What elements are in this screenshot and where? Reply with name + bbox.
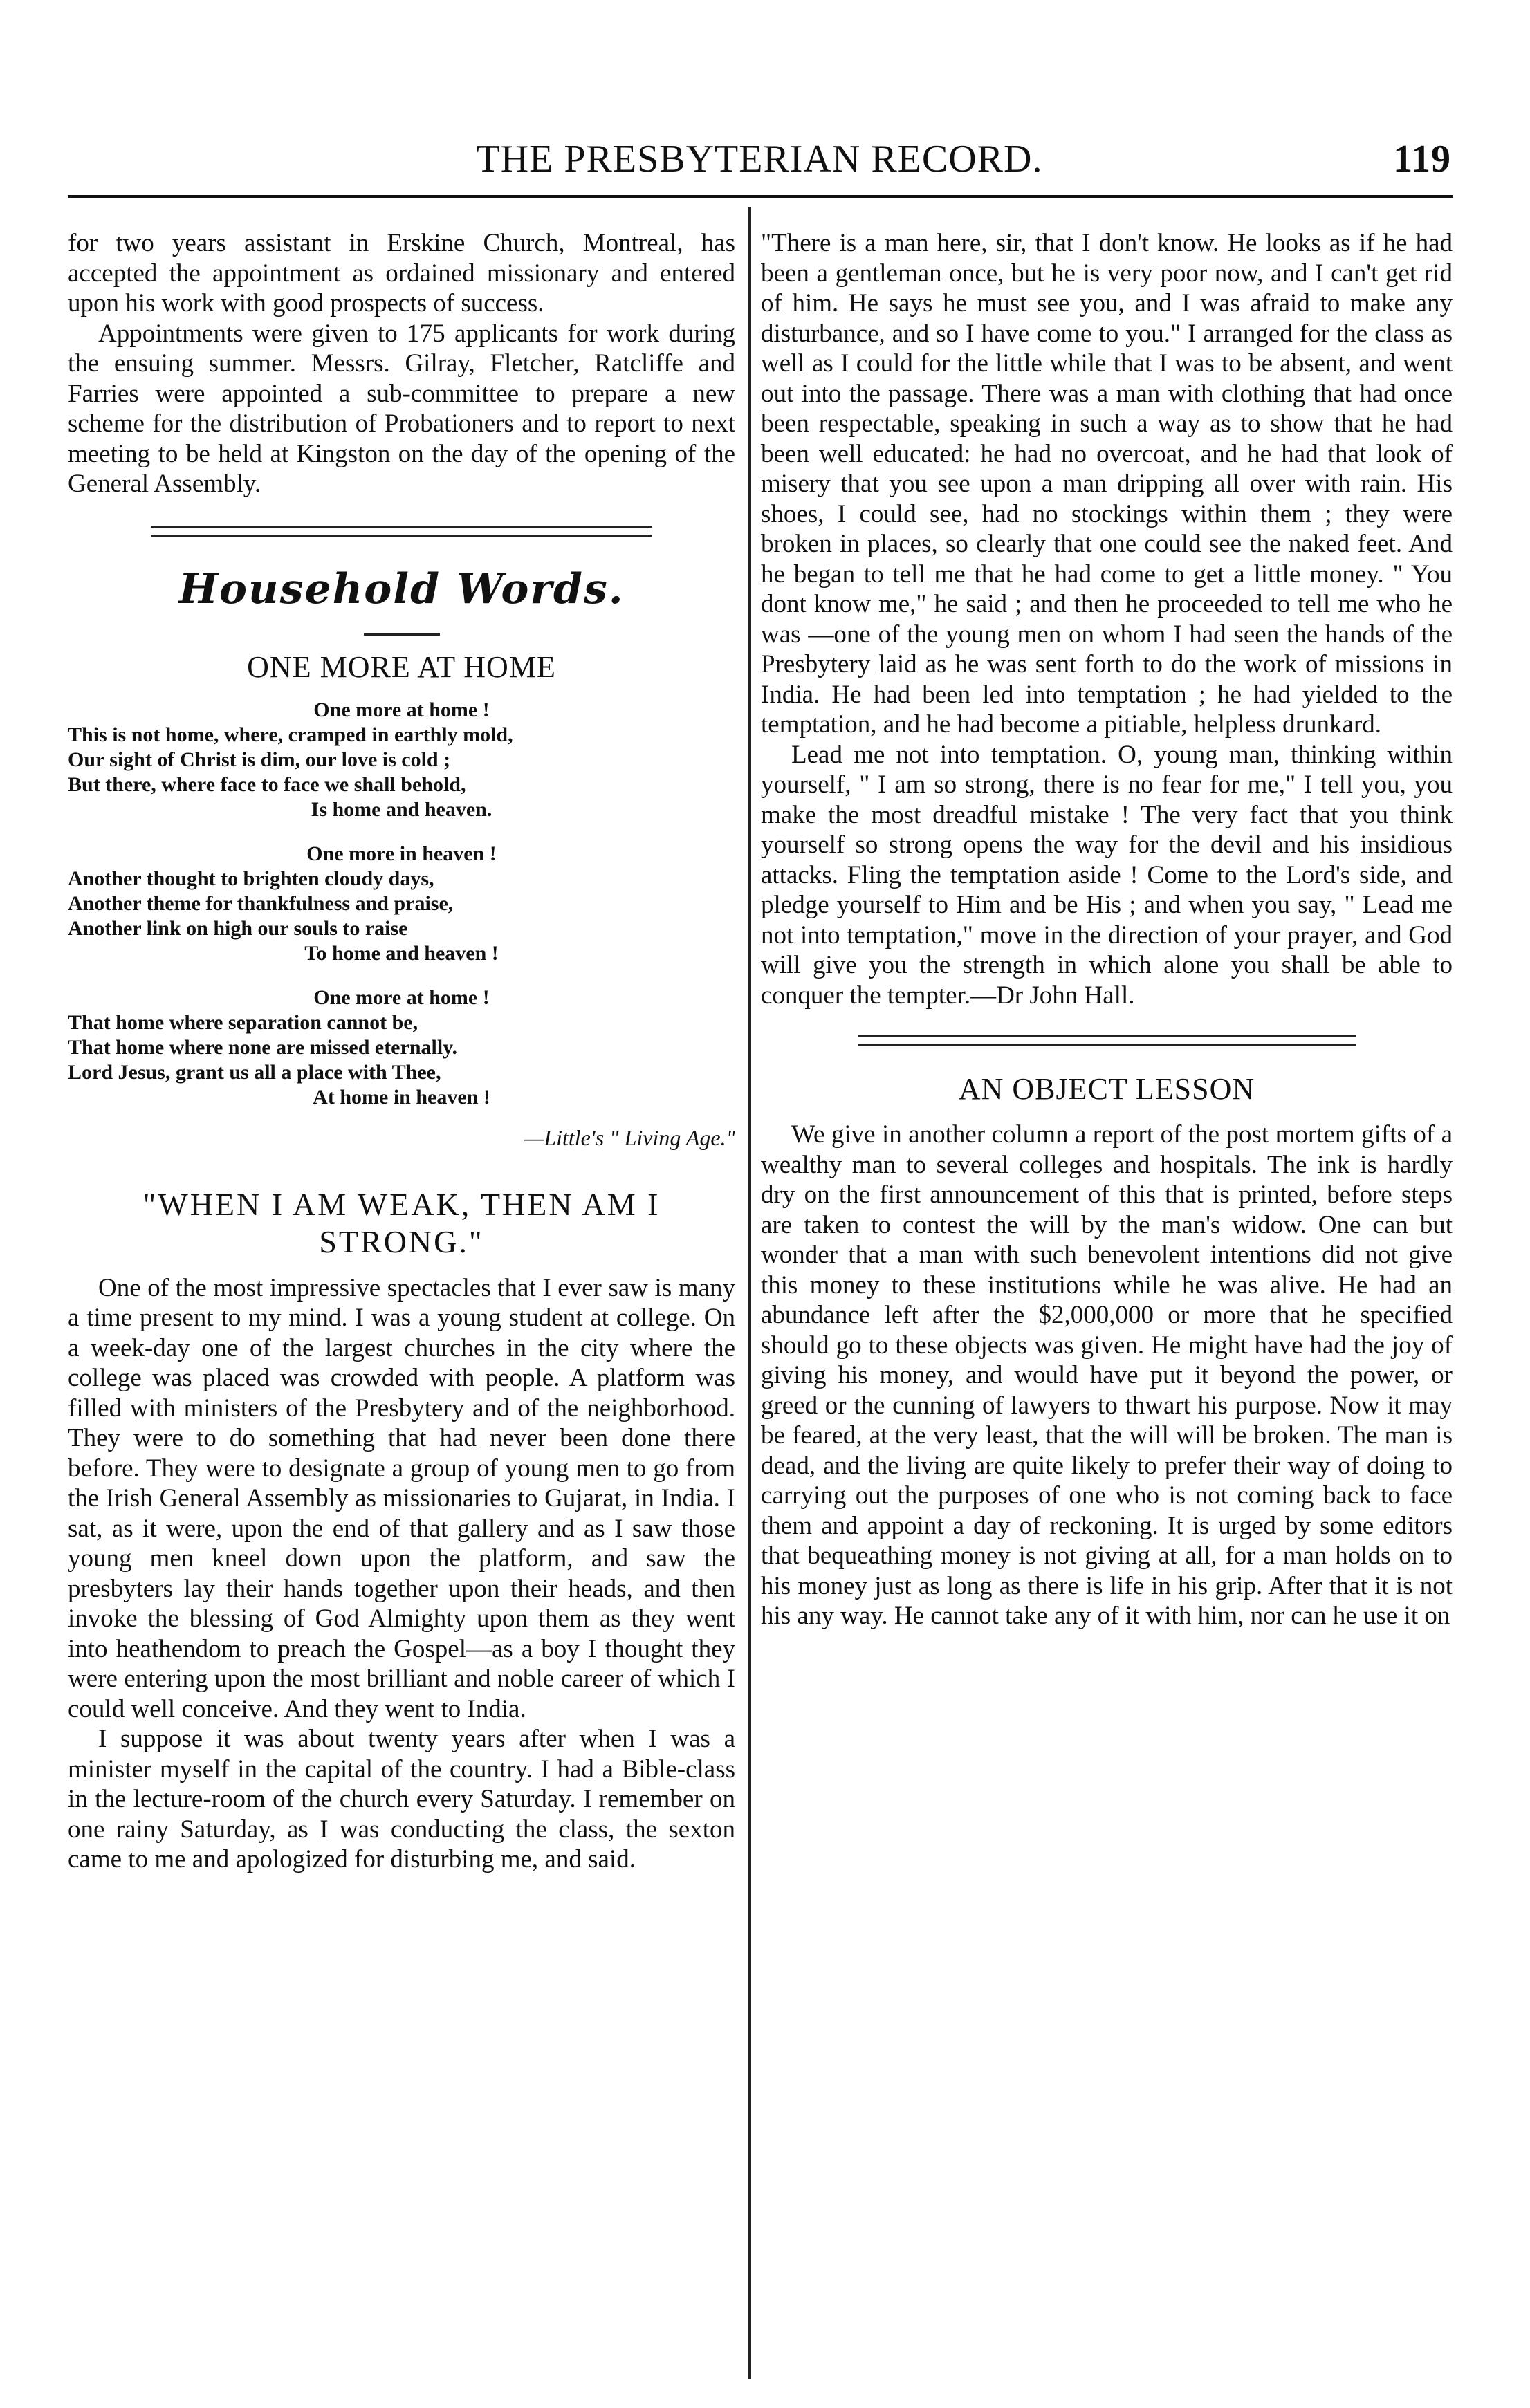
page-number: 119: [1393, 138, 1451, 180]
poem-line: That home where separation cannot be,: [68, 1010, 418, 1034]
right-column: [761, 228, 1453, 1631]
continued-paragraph: Lead me not into temptation. O, young man, thinking within yourself, " I am so strong, there is no fear for me," I tell you, you make the most dreadful mistake ! The very fact that you think yourself so strong opens the way for the devil and his insidious attacks. Fling the temptation aside ! Come to the Lord's side, and pledge yourself to Him and be His ; and when you say, " Lead me not into temptation," move in the direction of your prayer, and God will give you the strength in which alone you shall be able to conquer the tempter.—Dr John Hall.: [761, 740, 1453, 1010]
section-divider: [151, 526, 652, 537]
poem-line: One more at home !: [313, 698, 490, 721]
section-divider: [858, 1035, 1356, 1046]
poem-line: Is home and heaven.: [311, 797, 492, 821]
poem-line: One more at home !: [313, 985, 490, 1009]
header-rule: [68, 195, 1453, 198]
poem-line: Our sight of Christ is dim, our love is cold ;: [68, 748, 451, 771]
continued-paragraph: "There is a man here, sir, that I don't know. He looks as if he had been a gentleman once, but he is very poor now, and I can't get rid of him. He says he must see you, and I was afraid to make any disturbance, and so I have come to you." I arranged for the class as well as I could for the little while that I was to be absent, and went out into the passage. There was a man with clothing that had once been respectable, speaking in such a way as to show that he had been well educated: he had no overcoat, and he had that look of misery that you see upon a man dripping all over with rain. His shoes, I could see, had no stockings within them ; they were broken in places, so clearly that one could see the naked feet. And he began to tell me that he had come to get a little money. " You dont know me," he said ; and then he proceeded to tell me who he was —one of the young men on whom I had seen the hands of the Presbytery laid as he was sent forth to do the work of missions in India. He had been led into temptation ; he had yielded to the temptation, and he had become a pitiable, helpless drunkard.: [761, 229, 1453, 739]
poem-line: To home and heaven !: [304, 941, 499, 965]
poem-line: At home in heaven !: [313, 1085, 490, 1109]
poem-stanza: [68, 842, 735, 966]
poem-line: Another link on high our souls to raise: [68, 916, 408, 940]
intro-paragraph: for two years assistant in Erskine Church, Montreal, has accepted the appointment as ordained missionary and entered upon his work with good prospects of success.: [68, 229, 735, 317]
poem-line: But there, where face to face we shall behold,: [68, 772, 466, 796]
poem-line: Another thought to brighten cloudy days,: [68, 867, 434, 890]
poem-line: This is not home, where, cramped in earthly mold,: [68, 723, 513, 746]
poem-line: That home where none are missed eternally.: [68, 1035, 458, 1059]
article-paragraph: I suppose it was about twenty years after when I was a minister myself in the capital of the country. I had a Bible-class in the lecture-room of the church every Saturday. I remember on one rainy Saturday, as I was conducting the class, the sexton came to me and apologized for disturbing me, and said.: [68, 1725, 735, 1873]
poem-line: One more in heaven !: [306, 842, 497, 865]
poem-line: Lord Jesus, grant us all a place with Thee,: [68, 1060, 441, 1084]
running-title: THE PRESBYTERIAN RECORD.: [476, 138, 1043, 180]
poem-title: ONE MORE AT HOME: [247, 649, 556, 684]
article-paragraph: We give in another column a report of the post mortem gifts of a wealthy man to several colleges and hospitals. The ink is hardly dry on the first announcement of this that is printed, before steps are taken to contest the will by the man's widow. One can but wonder that a man with such benevolent intentions did not give this money to these institutions while he was alive. He had an abundance left after the $2,000,000 or more that he specified should go to these objects was given. He might have had the joy of giving his money, and would have put it beyond the power, or greed or the cunning of lawyers to thwart his purpose. Now it may be feared, at the very least, that the will will be broken. The man is dead, and the living are quite likely to prefer their way of doing to carrying out the purposes of one who is not coming back to face them and appoint a day of reckoning. It is urged by some editors that bequeathing money is not giving at all, for a man holds on to his money just as long as there is life in his grip. After that it is not his any way. He cannot take any of it with him, nor can he use it on: [761, 1120, 1453, 1630]
article-title: "WHEN I AM WEAK, THEN AM I STRONG.": [142, 1186, 661, 1259]
poem-stanza: [68, 985, 735, 1110]
title-rule: [364, 633, 440, 636]
intro-paragraph: Appointments were given to 175 applicants for work during the ensuing summer. Messrs. Gilray, Fletcher, Ratcliffe and Farries were appointed a sub-committee to prepare a new scheme for the distribution of Probationers and to report to next meeting to be held at Kingston on the day of the opening of the General Assembly.: [68, 319, 735, 498]
poem-attribution: —Little's " Living Age.": [524, 1124, 735, 1150]
column-rule: [748, 207, 751, 2379]
article-paragraph: One of the most impressive spectacles that I ever saw is many a time present to my mind. I was a young student at college. On a week-day one of the largest churches in the city where the college was placed was crowded with people. A platform was filled with ministers of the Presbytery and of the neighborhood. They were to do something that had never been done there before. They were to designate a group of young men to go from the Irish General Assembly as missionaries to Gujarat, in India. I sat, as it were, upon the end of that gallery and as I saw those young men kneel down upon the platform, and saw the presbyters lay their hands together upon their heads, and then invoke the blessing of God Almighty upon them as they went into heathendom to preach the Gospel—as a boy I thought they were entering upon the most brilliant and noble career of which I could well conceive. And they went to India.: [68, 1273, 735, 1723]
left-column: [68, 228, 735, 1875]
section-title: Household Words.: [178, 564, 625, 613]
poem-stanza: [68, 698, 735, 822]
poem-line: Another theme for thankfulness and praise,: [68, 891, 454, 915]
article-title: AN OBJECT LESSON: [958, 1072, 1255, 1106]
running-head: [68, 131, 1451, 187]
